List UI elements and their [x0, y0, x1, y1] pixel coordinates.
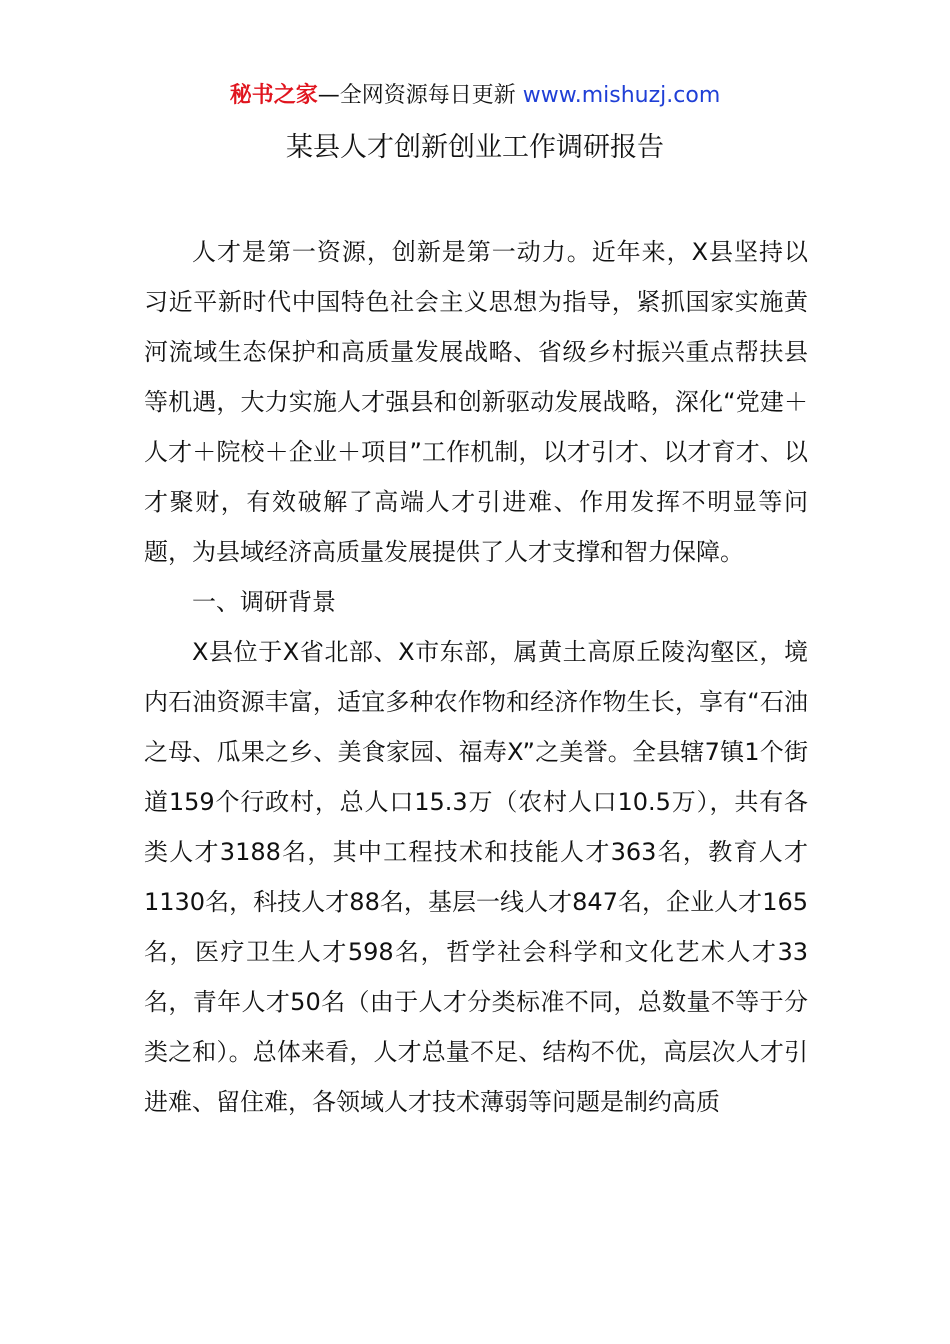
brand-name: 秘书之家 — [229, 83, 318, 108]
site-header — [0, 80, 950, 112]
header-slogan: —全网资源每日更新 — [317, 83, 523, 108]
document-title: 某县人才创新创业工作调研报告 — [286, 132, 664, 163]
site-url-link[interactable]: www.mishuzj.com — [522, 83, 721, 108]
document-body — [144, 227, 808, 1127]
intro-paragraph: 人才是第一资源，创新是第一动力。近年来，X县坚持以习近平新时代中国特色社会主义思想为指导，紧抓国家实施黄河流域生态保护和高质量发展战略、省级乡村振兴重点帮扶县等机遇，大力实施人才强县和创新驱动发展战略，深化“党建＋人才＋院校＋企业＋项目”工作机制，以才引才、以才育才、以才聚财，有效破解了高端人才引进难、作用发挥不明显等问题，为县域经济高质量发展提供了人才支撑和智力保障。 — [144, 238, 808, 566]
section-heading: 一、调研背景 — [192, 588, 336, 616]
background-paragraph: X县位于X省北部、X市东部，属黄土高原丘陵沟壑区，境内石油资源丰富，适宜多种农作物和经济作物生长，享有“石油之母、瓜果之乡、美食家园、福寿X”之美誉。全县辖7镇1个街道159个行政村，总人口15.3万（农村人口10.5万），共有各类人才3188名，其中工程技术和技能人才363名，教育人才1130名，科技人才88名，基层一线人才847名，企业人才165名，医疗卫生人才598名，哲学社会科学和文化艺术人才33名，青年人才50名（由于人才分类标准不同，总数量不等于分类之和）。总体来看，人才总量不足、结构不优，高层次人才引进难、留住难，各领域人才技术薄弱等问题是制约高质 — [144, 638, 808, 1116]
